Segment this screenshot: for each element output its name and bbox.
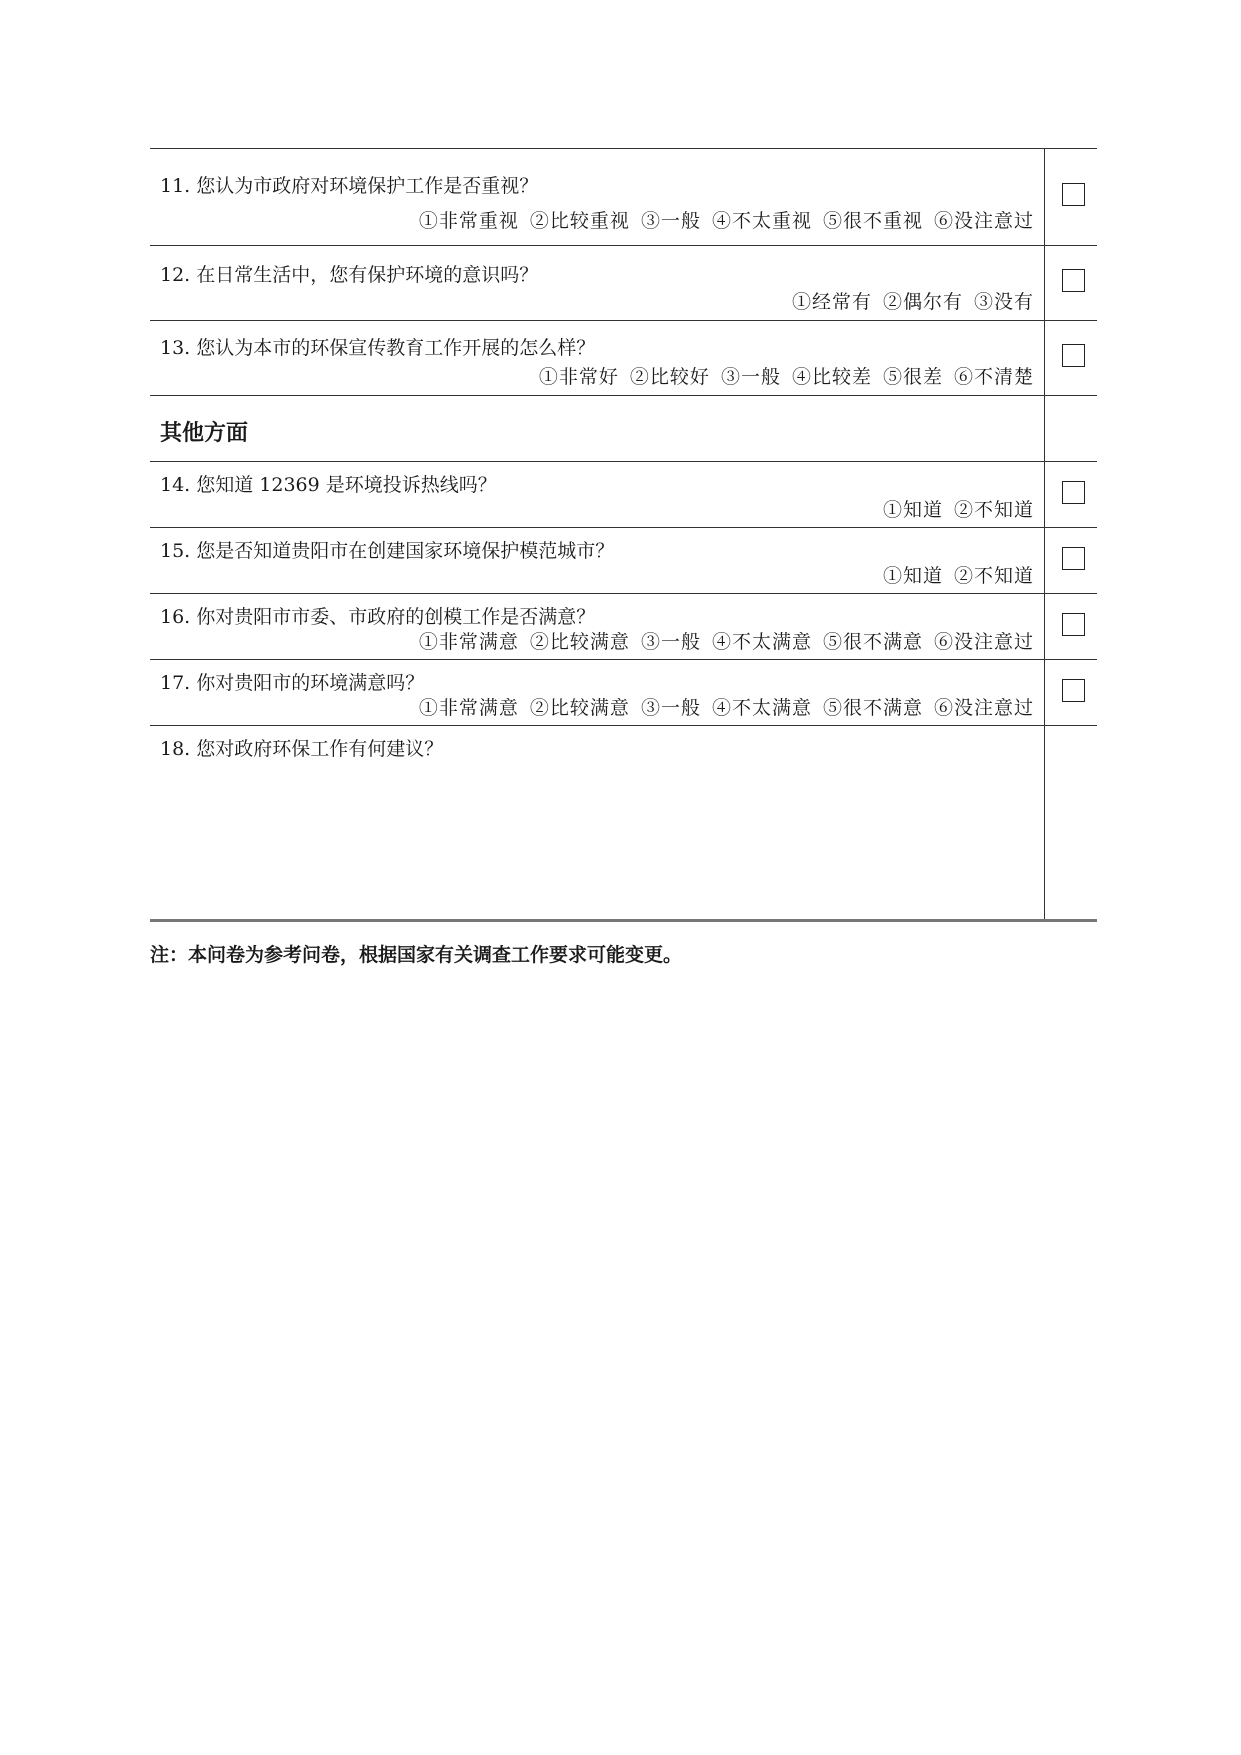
option: ⑤很不重视 <box>822 210 923 232</box>
answer-checkbox[interactable] <box>1062 344 1085 367</box>
footnote: 注：本问卷为参考问卷，根据国家有关调查工作要求可能变更。 <box>150 944 683 966</box>
option: ④不太满意 <box>711 697 812 719</box>
option: ②不知道 <box>953 565 1034 587</box>
question-text: 11. 您认为市政府对环境保护工作是否重视？ <box>160 175 539 197</box>
question-text: 13. 您认为本市的环保宣传教育工作开展的怎么样？ <box>160 337 596 359</box>
option: ⑥不清楚 <box>953 366 1034 388</box>
question-row-15 <box>150 528 1097 594</box>
question-text: 15. 您是否知道贵阳市在创建国家环境保护模范城市？ <box>160 540 615 562</box>
section-title: 其他方面 <box>160 421 249 446</box>
question-row-14 <box>150 462 1097 528</box>
option: ①知道 <box>882 565 943 587</box>
option: ②比较重视 <box>529 210 630 232</box>
option: ②偶尔有 <box>882 291 963 313</box>
option: ①经常有 <box>791 291 872 313</box>
option: ⑤很差 <box>882 366 943 388</box>
option: ③一般 <box>640 697 701 719</box>
question-row-12 <box>150 246 1097 321</box>
answer-checkbox[interactable] <box>1062 183 1085 206</box>
option: ③没有 <box>973 291 1034 313</box>
option: ⑥没注意过 <box>933 697 1034 719</box>
answer-checkbox[interactable] <box>1062 269 1085 292</box>
option: ①非常满意 <box>418 697 519 719</box>
option: ①知道 <box>882 499 943 521</box>
option: ④不太满意 <box>711 631 812 653</box>
option: ④比较差 <box>791 366 872 388</box>
option: ⑥没注意过 <box>933 631 1034 653</box>
question-row-17 <box>150 660 1097 726</box>
suggestion-answer-area[interactable] <box>150 726 1045 919</box>
questionnaire-table <box>150 148 1097 922</box>
option: ①非常满意 <box>418 631 519 653</box>
option: ②不知道 <box>953 499 1034 521</box>
answer-checkbox[interactable] <box>1062 547 1085 570</box>
option: ②比较好 <box>629 366 710 388</box>
answer-options <box>408 627 1034 654</box>
question-row-13 <box>150 321 1097 396</box>
answer-checkbox[interactable] <box>1062 481 1085 504</box>
question-row-16 <box>150 594 1097 660</box>
question-text: 14. 您知道 12369 是环境投诉热线吗？ <box>160 474 497 496</box>
option: ③一般 <box>640 631 701 653</box>
option: ⑥没注意过 <box>933 210 1034 232</box>
answer-options <box>528 362 1034 389</box>
question-row-11 <box>150 148 1097 246</box>
answer-options <box>781 287 1034 314</box>
option: ④不太重视 <box>711 210 812 232</box>
question-text: 17. 你对贵阳市的环境满意吗？ <box>160 672 425 694</box>
answer-options <box>872 495 1034 522</box>
answer-checkbox[interactable] <box>1062 679 1085 702</box>
option: ①非常重视 <box>418 210 519 232</box>
answer-options <box>408 206 1034 233</box>
option: ③一般 <box>720 366 781 388</box>
option: ⑤很不满意 <box>822 697 923 719</box>
answer-checkbox[interactable] <box>1062 613 1085 636</box>
section-row-other <box>150 396 1097 462</box>
answer-options <box>872 561 1034 588</box>
question-text: 12. 在日常生活中，您有保护环境的意识吗？ <box>160 264 539 286</box>
option: ①非常好 <box>538 366 619 388</box>
question-text: 16. 你对贵阳市市委、市政府的创模工作是否满意？ <box>160 606 596 628</box>
option: ②比较满意 <box>529 697 630 719</box>
option: ②比较满意 <box>529 631 630 653</box>
option: ⑤很不满意 <box>822 631 923 653</box>
question-text: 18. 您对政府环保工作有何建议？ <box>160 738 444 760</box>
answer-options <box>408 693 1034 720</box>
option: ③一般 <box>640 210 701 232</box>
question-row-18 <box>150 726 1097 922</box>
